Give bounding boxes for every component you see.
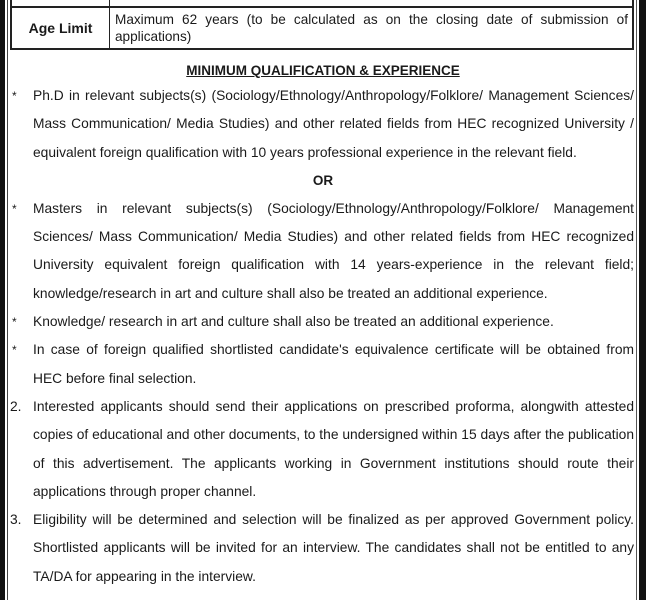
qualification-text: In case of foreign qualified shortlisted candidate's equivalence certificate will be obtained from HEC before final selection. bbox=[33, 342, 634, 386]
section-heading: MINIMUM QUALIFICATION & EXPERIENCE bbox=[186, 63, 460, 78]
table-cell-label bbox=[12, 0, 110, 6]
bullet-marker: * bbox=[12, 315, 17, 330]
qualification-item bbox=[10, 336, 636, 393]
qualification-text: Ph.D in relevant subjects(s) (Sociology/Ethnology/Anthropology/Folklore/ Management Sciences/ Mass Communication/ Media Studies) and other related fields from HEC recognized University / equivalent foreign qualification with 10 years professional experience in the relevant field. bbox=[33, 88, 634, 160]
page-border-left bbox=[0, 0, 5, 600]
page-border-right-inner bbox=[636, 0, 637, 600]
bullet-marker: * bbox=[12, 201, 17, 216]
requirements-table bbox=[10, 0, 634, 50]
table-cell-value bbox=[110, 0, 632, 6]
age-limit-label: Age Limit bbox=[12, 8, 110, 48]
qualification-item bbox=[10, 308, 636, 336]
numbered-item-text: Interested applicants should send their applications on prescribed proforma, alongwith attested copies of educational and other documents, to the undersigned within 15 days after the publication of this advertisement. The applicants working in Government institutions should route their applications through proper channel. bbox=[33, 398, 634, 499]
number-marker: 2. bbox=[10, 398, 22, 414]
number-marker: 3. bbox=[10, 512, 22, 528]
qualification-item bbox=[10, 195, 636, 308]
numbered-item bbox=[10, 506, 636, 591]
qualification-text: Knowledge/ research in art and culture shall also be treated an additional experience. bbox=[33, 314, 554, 330]
page-border-left-inner bbox=[7, 0, 8, 600]
numbered-item-text: Eligibility will be determined and selection will be finalized as per approved Government policy. Shortlisted applicants will be invited for an interview. The candidates shall not be entitled to any TA/DA for appearing in the interview. bbox=[33, 512, 634, 584]
table-row-clipped bbox=[12, 0, 632, 6]
bullet-marker: * bbox=[12, 89, 17, 103]
qualification-text: Masters in relevant subjects(s) (Sociology/Ethnology/Anthropology/Folklore/ Management Sciences/ Mass Communication/ Media Studies) and other related fields from HEC recognized University equivalent foreign qualification with 14 years-experience in the relevant field; knowledge/research in art and culture shall also be treated an additional experience. bbox=[33, 200, 634, 301]
page-border-right bbox=[639, 0, 646, 600]
age-limit-value: Maximum 62 years (to be calculated as on the closing date of submission of applications) bbox=[115, 12, 628, 44]
table-row-age-limit bbox=[12, 6, 632, 48]
bullet-marker: * bbox=[12, 343, 17, 358]
qualification-item bbox=[10, 82, 636, 167]
document-body bbox=[10, 60, 636, 591]
or-separator: OR bbox=[312, 172, 334, 188]
numbered-item bbox=[10, 393, 636, 506]
